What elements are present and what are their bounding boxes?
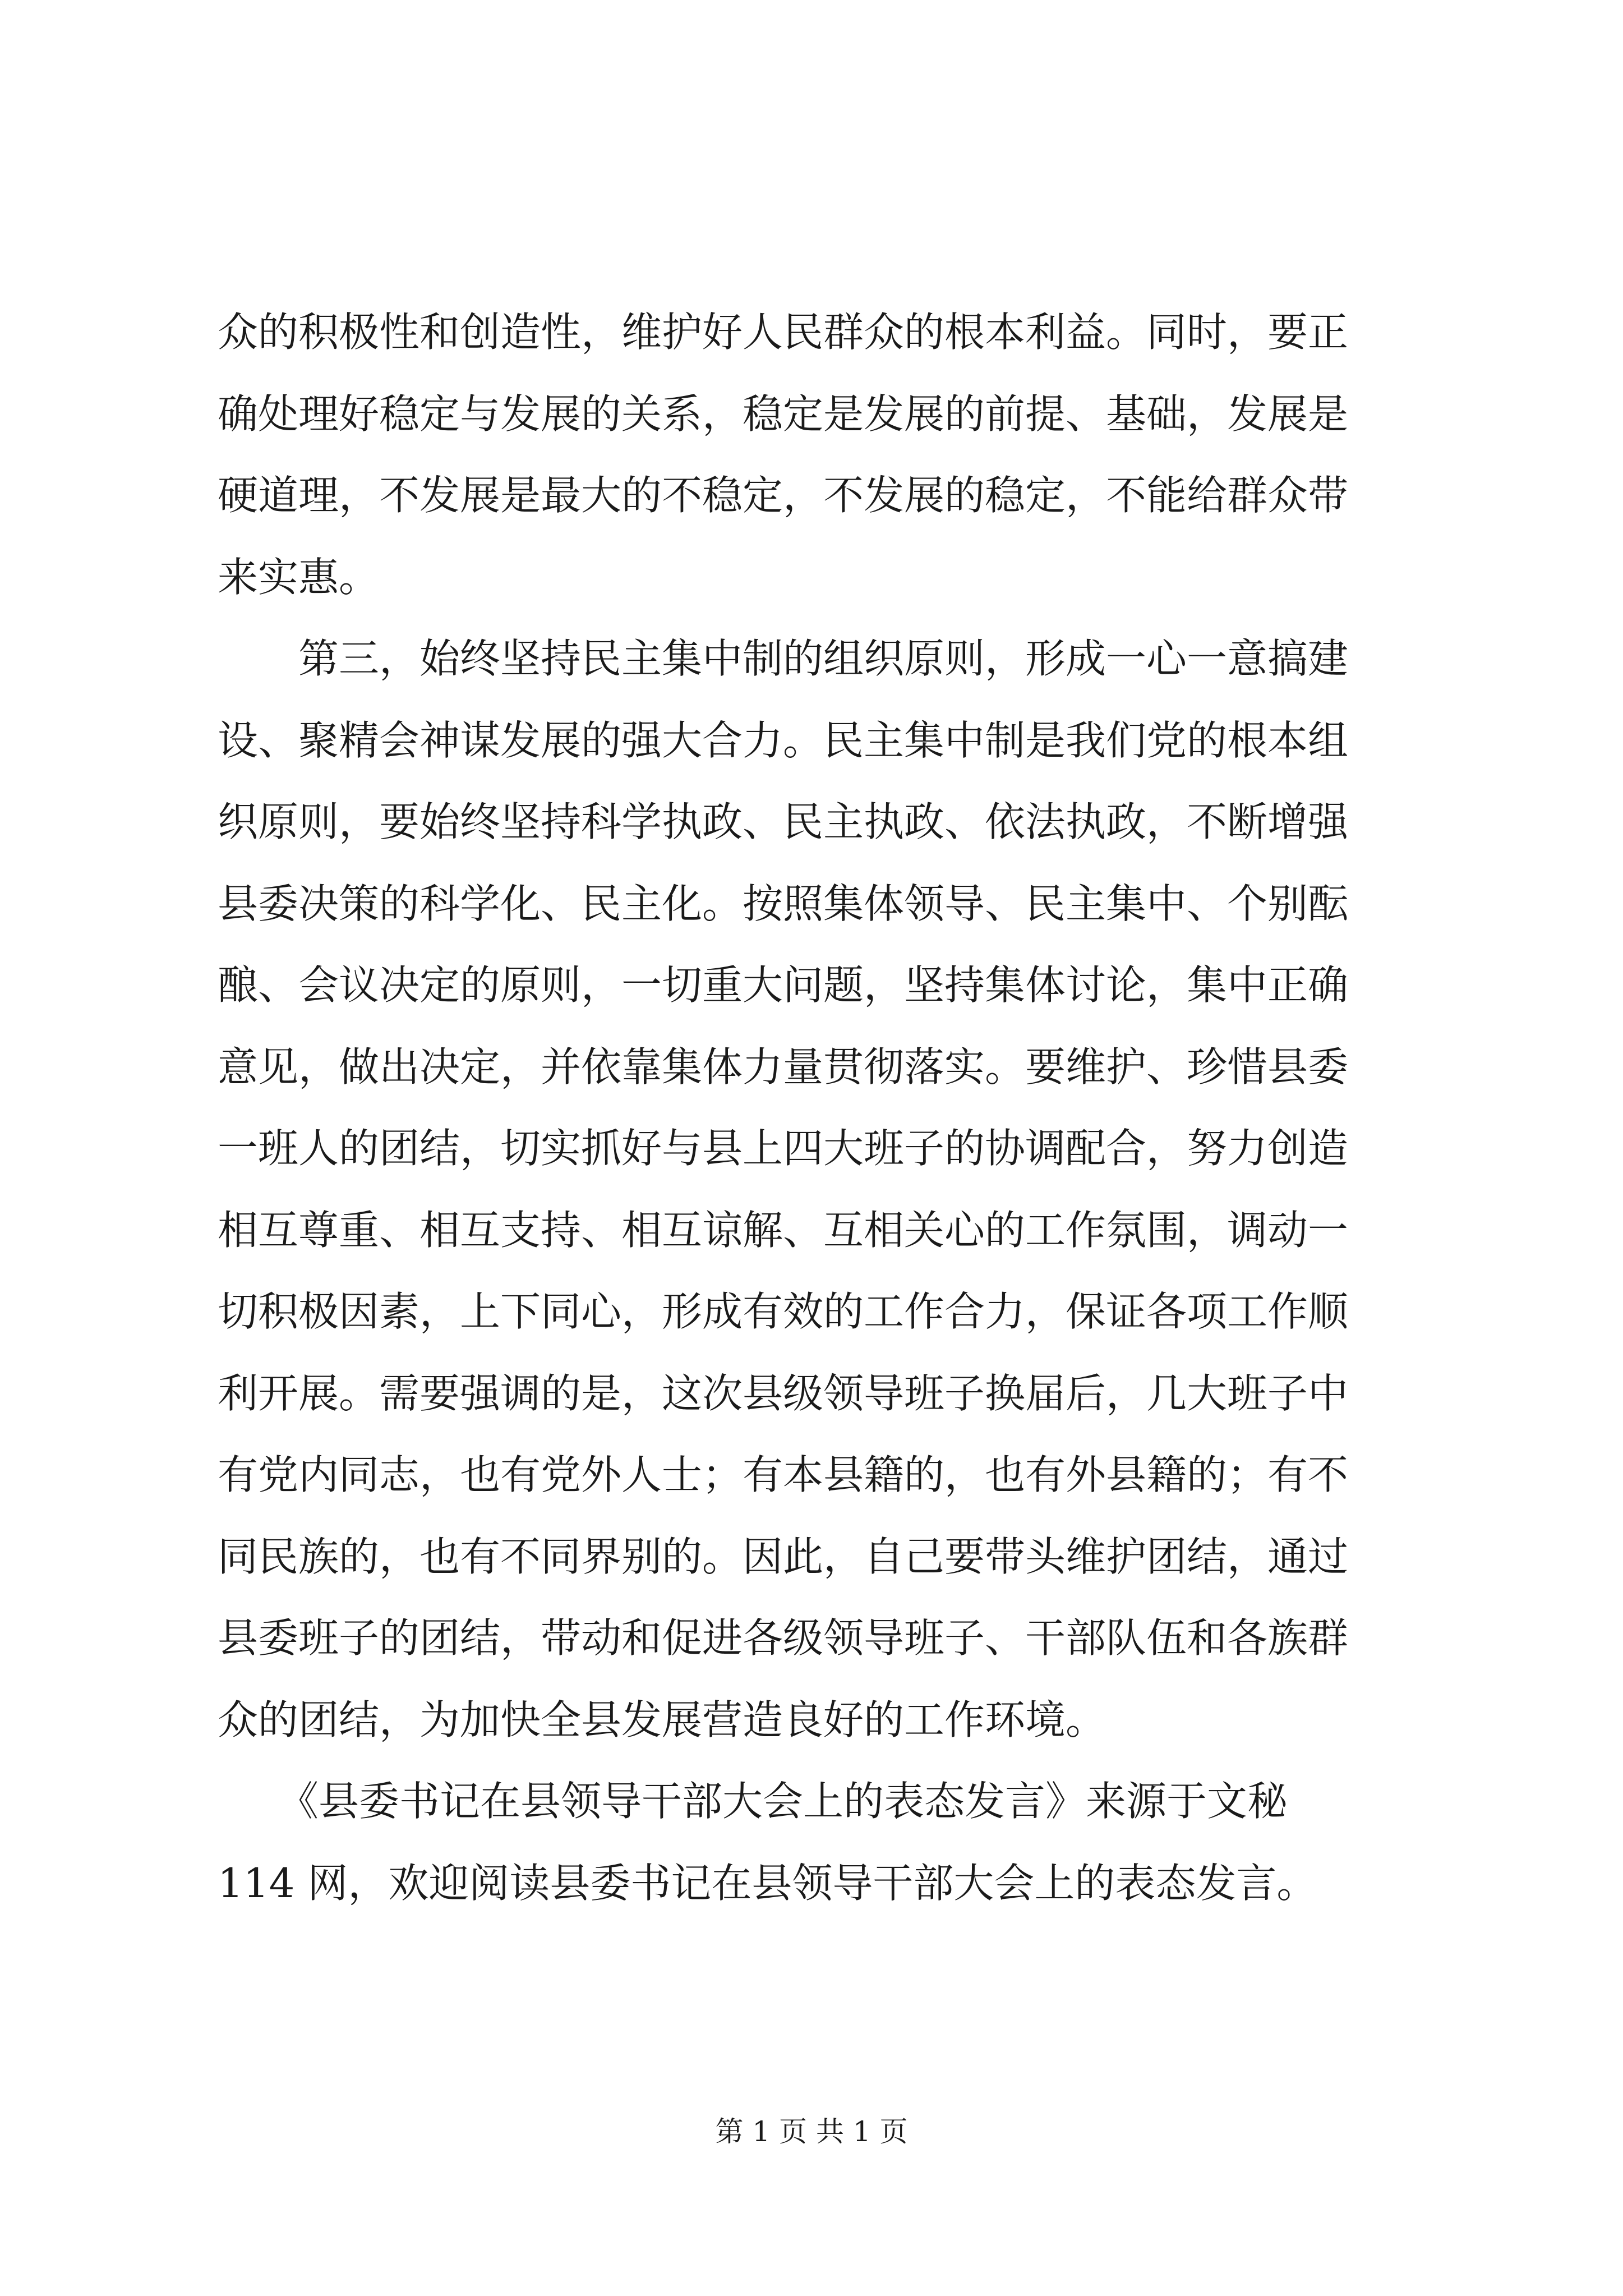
- text-line: 织原则，要始终坚持科学执政、民主执政、依法执政，不断增强: [218, 798, 1349, 845]
- text-line: 114 网，欢迎阅读县委书记在县领导干部大会上的表态发言。: [218, 1859, 1317, 1907]
- text-line: 意见，做出决定，并依靠集体力量贯彻落实。要维护、珍惜县委: [218, 1043, 1349, 1091]
- text-line: 众的积极性和创造性，维护好人民群众的根本利益。同时，要正: [218, 309, 1349, 356]
- text-line: 确处理好稳定与发展的关系，稳定是发展的前提、基础，发展是: [218, 390, 1349, 438]
- text-line: 《县委书记在县领导干部大会上的表态发言》来源于文秘: [218, 1778, 1288, 1825]
- text-line: 一班人的团结，切实抓好与县上四大班子的协调配合，努力创造: [218, 1125, 1349, 1172]
- text-line: 硬道理，不发展是最大的不稳定，不发展的稳定，不能给群众带: [218, 472, 1349, 519]
- text-line: 第三，始终坚持民主集中制的组织原则，形成一心一意搞建: [218, 635, 1349, 682]
- text-line: 县委决策的科学化、民主化。按照集体领导、民主集中、个别酝: [218, 880, 1349, 927]
- document-body: [218, 292, 1429, 1924]
- text-line: 设、聚精会神谋发展的强大合力。民主集中制是我们党的根本组: [218, 716, 1349, 764]
- page-number-label: 第 1 页 共 1 页: [715, 2115, 908, 2148]
- page-footer: [0, 2114, 1623, 2150]
- text-line: 县委班子的团结，带动和促进各级领导班子、干部队伍和各族群: [218, 1614, 1349, 1662]
- text-line: 众的团结，为加快全县发展营造良好的工作环境。: [218, 1696, 1106, 1743]
- text-line: 来实惠。: [218, 553, 380, 601]
- text-line: 酿、会议决定的原则，一切重大问题，坚持集体讨论，集中正确: [218, 961, 1349, 1009]
- text-line: 切积极因素，上下同心，形成有效的工作合力，保证各项工作顺: [218, 1288, 1349, 1335]
- text-line: 有党内同志，也有党外人士；有本县籍的，也有外县籍的；有不: [218, 1451, 1349, 1498]
- text-line: 同民族的，也有不同界别的。因此，自己要带头维护团结，通过: [218, 1533, 1349, 1580]
- text-line: 相互尊重、相互支持、相互谅解、互相关心的工作氛围，调动一: [218, 1206, 1349, 1254]
- text-line: 利开展。需要强调的是，这次县级领导班子换届后，几大班子中: [218, 1369, 1349, 1417]
